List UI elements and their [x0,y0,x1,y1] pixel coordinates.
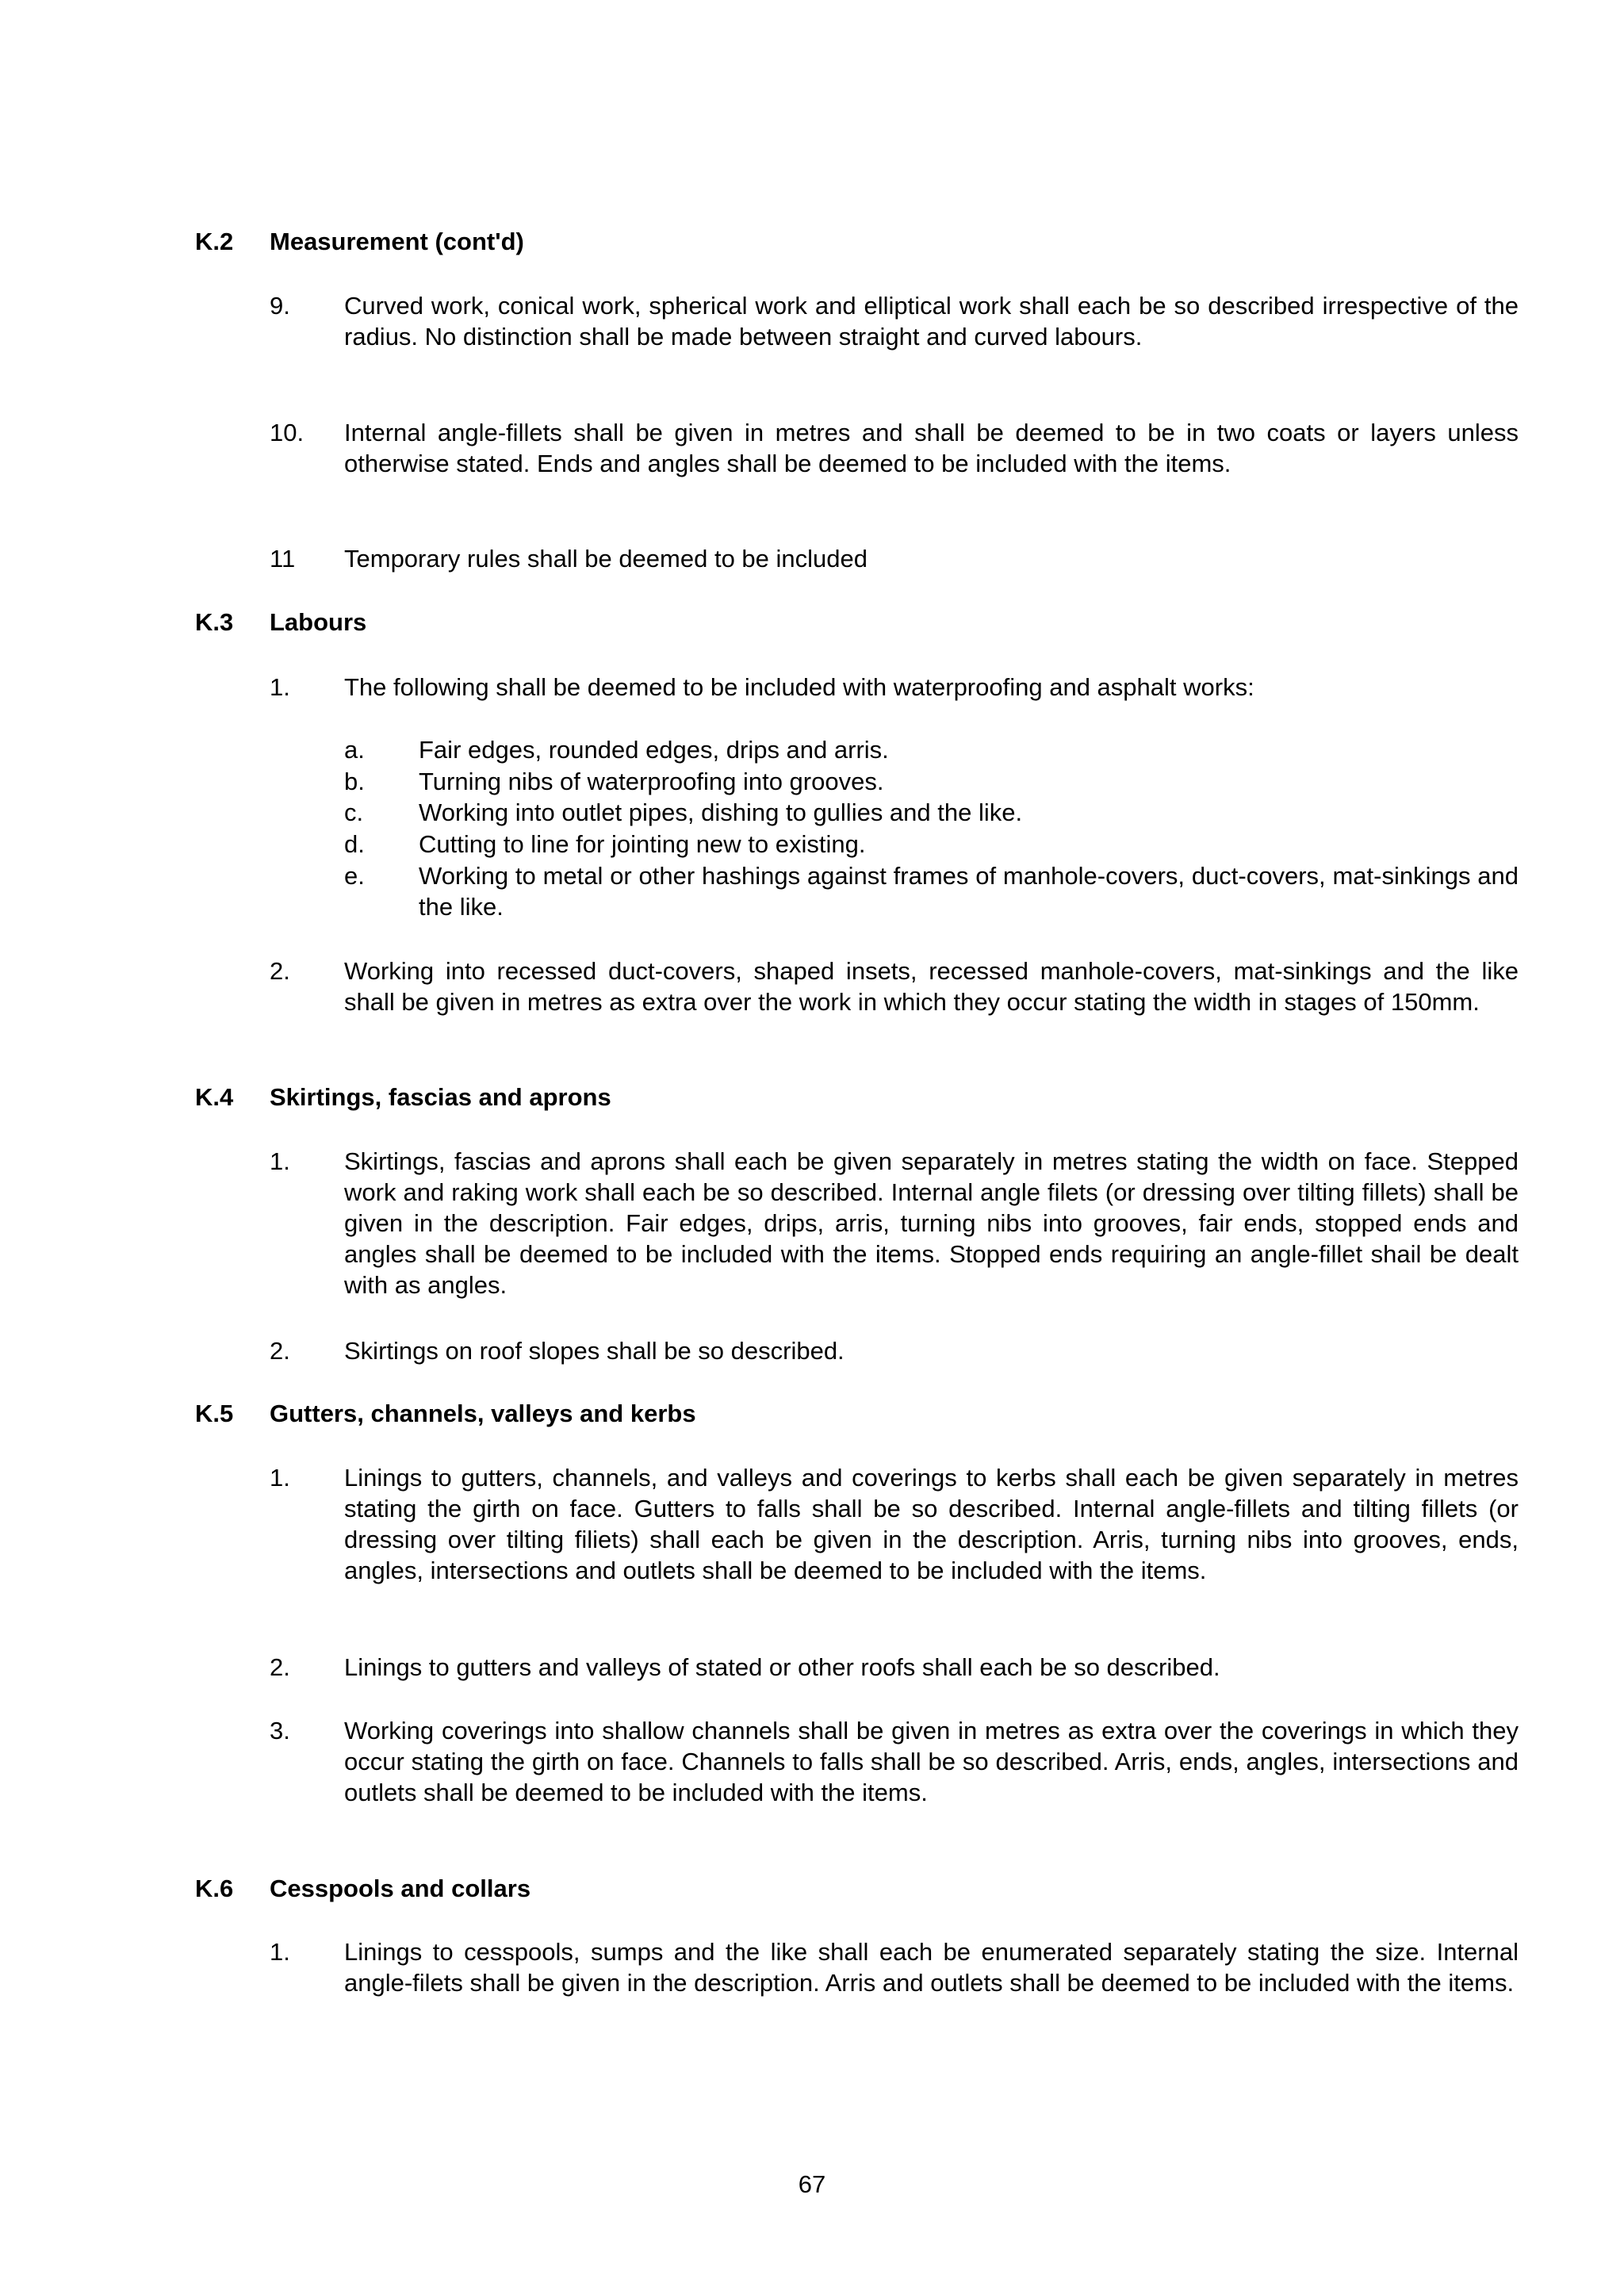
section-code: K.3 [195,608,234,636]
item-text: Skirtings on roof slopes shall be so described. [344,1337,845,1365]
sub-item-letter: a. [344,736,365,764]
item-number: 9. [270,292,290,320]
item-text: Linings to gutters and valleys of stated or other roofs shall each be so described. [344,1653,1220,1681]
item-text: The following shall be deemed to be included with waterproofing and asphalt works: [344,673,1254,701]
sub-item-text: Fair edges, rounded edges, drips and arris. [419,736,889,764]
sub-item-letter: b. [344,768,365,795]
section-code: K.6 [195,1875,234,1902]
item-text: Linings to cesspools, sumps and the like shall each be enumerated separately stating the size. Internal angle-filets shall be given in the description. Arris and outlets shall be deemed to be included with the items. [344,1938,1519,1997]
item-number: 11 [270,545,296,573]
section-title: Cesspools and collars [270,1875,531,1902]
section-title: Labours [270,608,367,636]
sub-item-letter: e. [344,862,365,890]
sub-item-text: Turning nibs of waterproofing into grooves. [419,768,884,795]
section-code: K.2 [195,228,234,255]
item-text: Working coverings into shallow channels shall be given in metres as extra over the coverings in which they occur stating the girth on face. Channels to falls shall be so described. Arris, ends, angles, intersections and outlets shall be deemed to be included with the items. [344,1717,1519,1806]
item-text: Linings to gutters, channels, and valleys and coverings to kerbs shall each be given separately in metres stating the girth on face. Gutters to falls shall be so described. Internal angle-fillets and tilting fillets (or dressing over tilting filiets) shall each be given in the description. Arris, turning nibs into grooves, ends, angles, intersections and outlets shall be deemed to be included with the items. [344,1464,1519,1584]
section-title: Gutters, channels, valleys and kerbs [270,1400,696,1427]
sub-item-letter: d. [344,830,365,858]
sub-item-text: Cutting to line for jointing new to existing. [419,830,866,858]
page-number: 67 [798,2170,826,2198]
item-number: 10. [270,419,304,446]
item-number: 1. [270,1938,290,1966]
item-number: 2. [270,1653,290,1681]
sub-item-text: Working to metal or other hashings against frames of manhole-covers, duct-covers, mat-sinkings and the like. [419,862,1519,921]
item-number: 2. [270,957,290,985]
section-code: K.4 [195,1083,234,1111]
sub-item-letter: c. [344,798,364,826]
item-number: 2. [270,1337,290,1365]
item-text: Temporary rules shall be deemed to be included [344,545,868,573]
item-text: Curved work, conical work, spherical work and elliptical work shall each be so described irrespective of the radius. No distinction shall be made between straight and curved labours. [344,292,1519,350]
section-title: Measurement (cont'd) [270,228,524,255]
item-number: 1. [270,673,290,701]
item-number: 1. [270,1464,290,1492]
section-code: K.5 [195,1400,234,1427]
item-text: Internal angle-fillets shall be given in metres and shall be deemed to be in two coats or layers unless otherwise stated. Ends and angles shall be deemed to be included with the items. [344,419,1519,477]
item-text: Skirtings, fascias and aprons shall each be given separately in metres stating the width on face. Stepped work and raking work shall each be so described. Internal angle filets (or dressing over tilting fillets) shall be given in the description. Fair edges, drips, arris, turning nibs into grooves, fair ends, stopped ends and angles shall be deemed to be included with the items. Stopped ends requiring an angle-fillet shail be dealt with as angles. [344,1147,1519,1299]
section-title: Skirtings, fascias and aprons [270,1083,611,1111]
item-number: 3. [270,1717,290,1744]
item-number: 1. [270,1147,290,1175]
item-text: Working into recessed duct-covers, shaped insets, recessed manhole-covers, mat-sinkings and the like shall be given in metres as extra over the work in which they occur stating the width in stages of 150mm. [344,957,1519,1016]
sub-item-text: Working into outlet pipes, dishing to gullies and the like. [419,798,1023,826]
